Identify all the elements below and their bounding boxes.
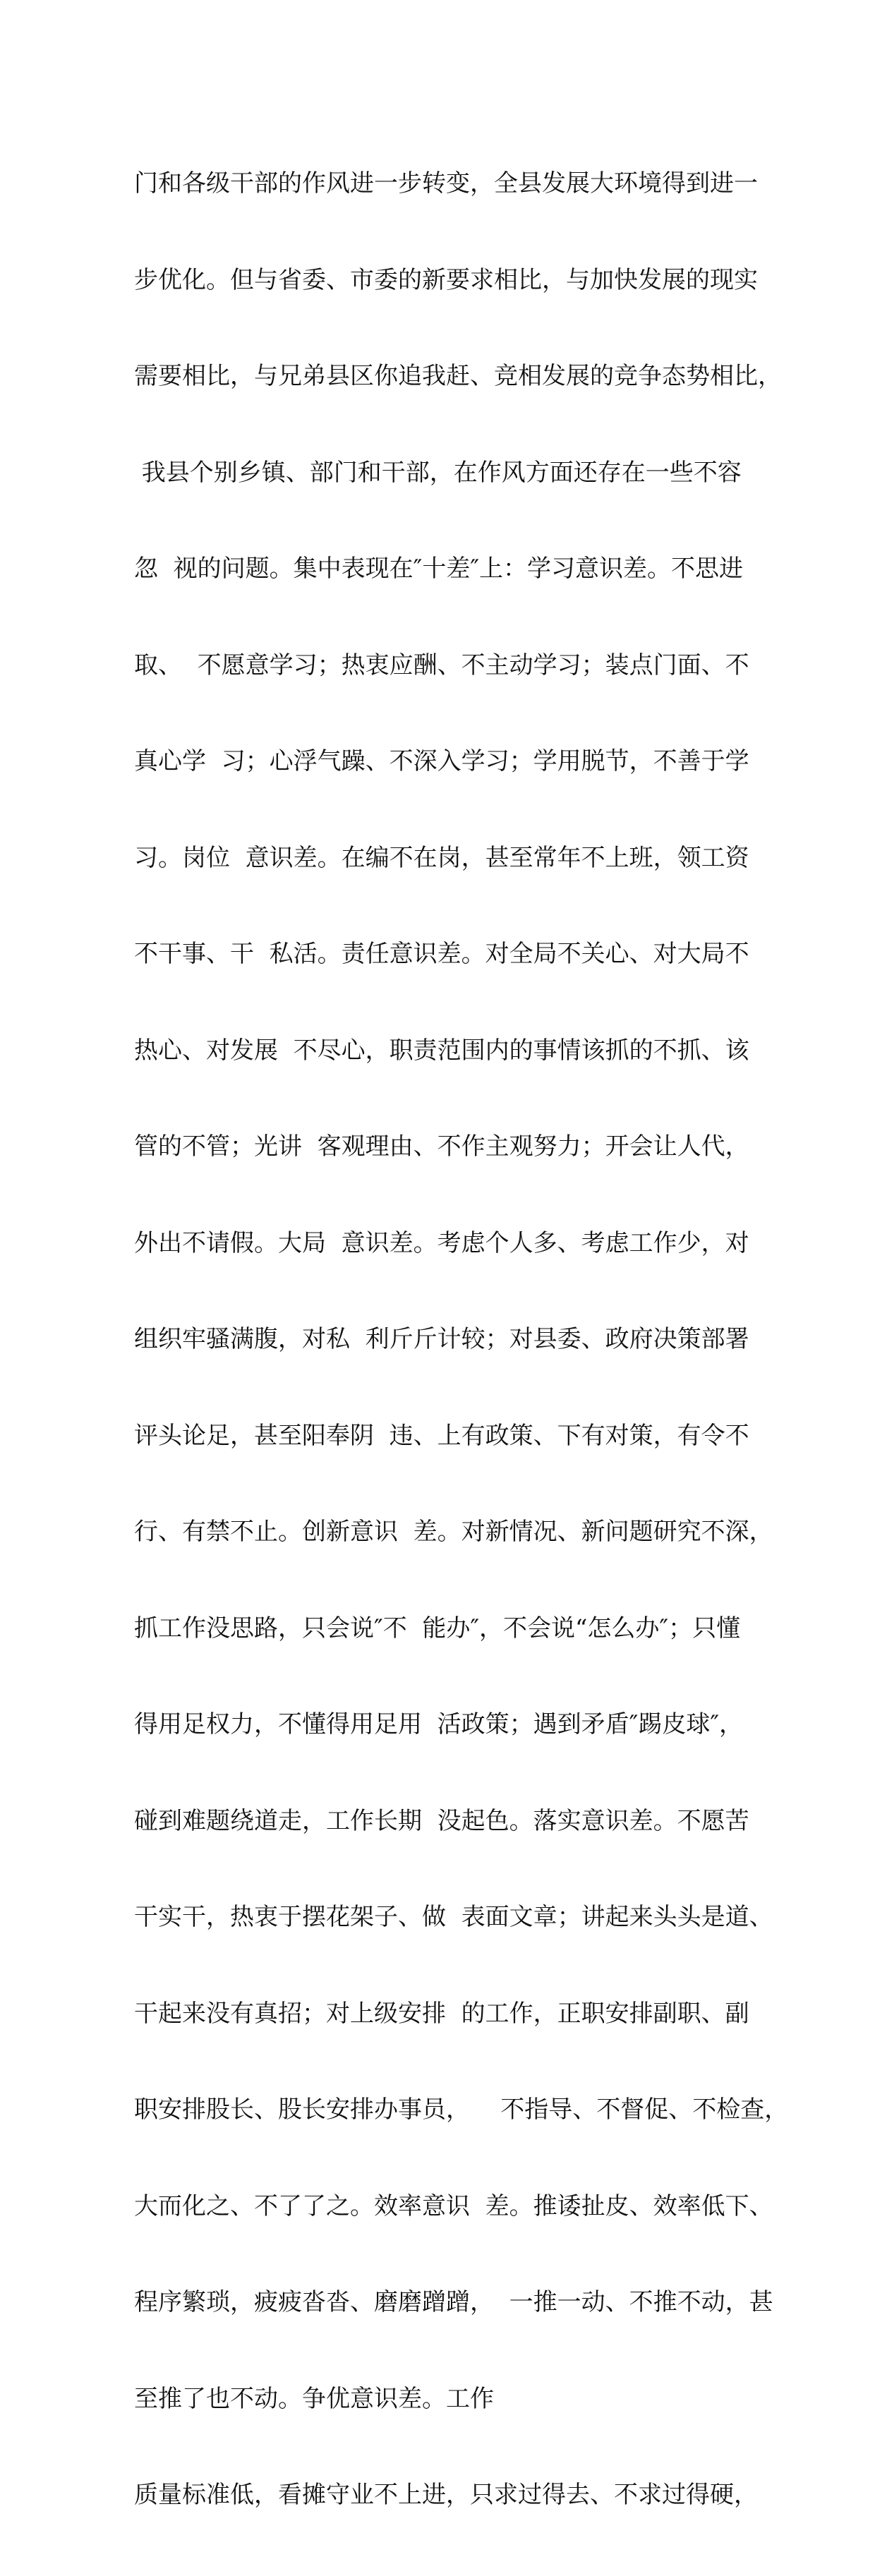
text-line: 干起来没有真招；对上级安排 的工作，正职安排副职、副 (134, 1999, 749, 2028)
text-line: 抓工作没思路，只会说″不 能办″，不会说“怎么办″；只懂 (134, 1614, 741, 1643)
text-line: 得用足权力，不懂得用足用 活政策；遇到矛盾″踢皮球″， (134, 1710, 744, 1739)
text-line: 大而化之、不了了之。效率意识 差。推诿扯皮、效率低下、 (134, 2191, 773, 2220)
text-line: 步优化。但与省委、市委的新要求相比，与加快发展的现实 (134, 265, 758, 294)
text-line: 干实干，热衷于摆花架子、做 表面文章；讲起来头头是道、 (134, 1903, 773, 1931)
text-line: 忽 视的问题。集中表现在″十差″上：学习意识差。不思进 (134, 555, 744, 583)
text-line: 评头论足，甚至阳奉阴 违、上有政策、下有对策，有令不 (134, 1421, 749, 1450)
text-line: 取、 不愿意学习；热衷应酬、不主动学习；装点门面、不 (134, 651, 749, 679)
text-line: 热心、对发展 不尽心，职责范围内的事情该抓的不抓、该 (134, 1036, 749, 1065)
text-line: 需要相比，与兄弟县区你追我赶、竞相发展的竞争态势相比， (134, 362, 782, 390)
text-line: 质量标准低，看摊守业不上进，只求过得去、不求过得硬， (134, 2481, 758, 2509)
text-line: 门和各级干部的作风进一步转变，全县发展大环境得到进一 (134, 169, 758, 198)
text-line: 程序繁琐，疲疲沓沓、磨磨蹭蹭， 一推一动、不推不动，甚 (134, 2288, 773, 2316)
text-line: 真心学 习；心浮气躁、不深入学习；学用脱节，不善于学 (134, 747, 749, 775)
text-line: 不干事、干 私活。责任意识差。对全局不关心、对大局不 (134, 940, 749, 968)
text-line: 外出不请假。大局 意识差。考虑个人多、考虑工作少，对 (134, 1228, 749, 1257)
text-line: 管的不管；光讲 客观理由、不作主观努力；开会让人代， (134, 1132, 749, 1161)
text-line: 职安排股长、股长安排办事员， 不指导、不督促、不检查， (134, 2096, 789, 2124)
text-line: 习。岗位 意识差。在编不在岗，甚至常年不上班，领工资 (134, 843, 749, 872)
text-line: 碰到难题绕道走，工作长期 没起色。落实意识差。不愿苦 (134, 1806, 749, 1835)
text-line: 组织牢骚满腹，对私 利斤斤计较；对县委、政府决策部署 (134, 1325, 749, 1353)
body-text (134, 104, 789, 2576)
text-line: 行、有禁不止。创新意识 差。对新情况、新问题研究不深， (134, 1518, 773, 1546)
text-line: 我县个别乡镇、部门和干部，在作风方面还存在一些不容 (134, 458, 742, 487)
text-line: 至推了也不动。争优意识差。工作 (134, 2384, 494, 2413)
